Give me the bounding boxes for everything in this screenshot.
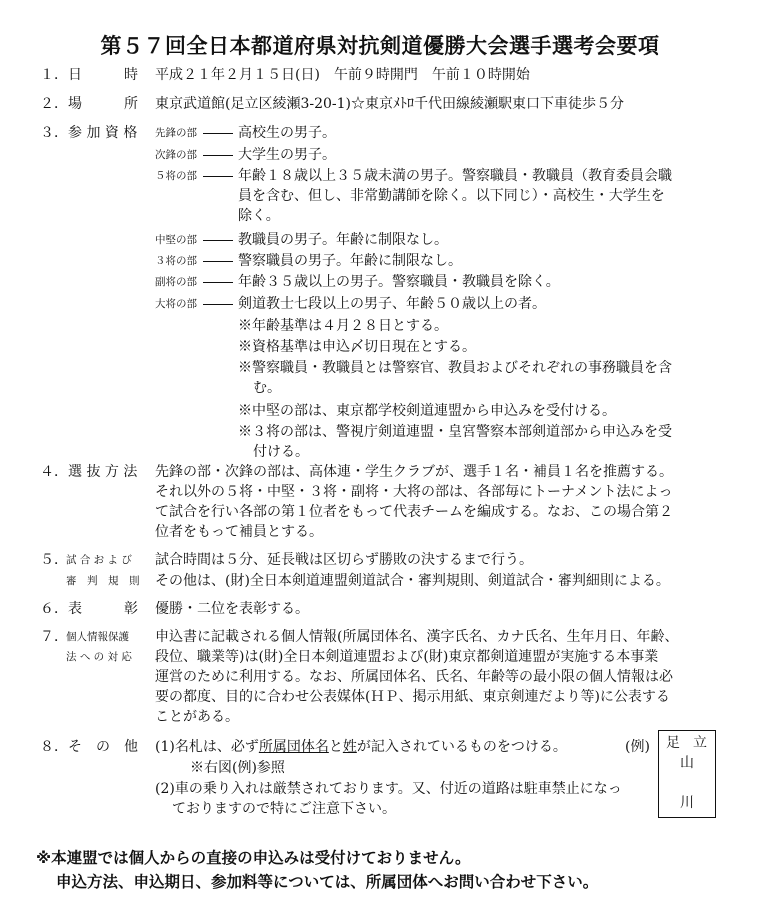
underlined-surname: 姓 (342, 739, 357, 755)
qualification-text: 年齢３５歳以上の男子。警察職員・教職員を除く。 (238, 274, 560, 290)
qualification-note: ※中堅の部は、東京都学校剣道連盟から申込みを受付ける。 (238, 403, 616, 419)
venue-label: ２．場 所 (40, 96, 138, 112)
dash-divider (203, 133, 233, 134)
qualification-text: 除く。 (238, 208, 280, 224)
division-sansho: ３将の部 (155, 255, 197, 267)
dash-divider (203, 282, 233, 283)
privacy-text: 運営のために利用する。なお、所属団体名、氏名、年齢等の最小限の個人情報は必 (155, 669, 673, 685)
other-item2: ておりますので特にご注意下さい。 (172, 801, 396, 817)
qualification-note: ※資格基準は申込〆切日現在とする。 (238, 339, 476, 355)
underlined-group-name: 所属団体名 (258, 739, 329, 755)
match-text: 試合時間は５分、延長戦は区切らず勝敗の決するまで行う。 (155, 552, 533, 568)
nametag-group-char: 立 (693, 735, 707, 751)
division-taisho: 大将の部 (155, 298, 197, 310)
division-senpo: 先鋒の部 (155, 127, 197, 139)
other-item1-post: が記入されているものをつける。 (356, 739, 567, 755)
award-label: ６．表 彰 (40, 601, 138, 617)
selection-text: 先鋒の部・次鋒の部は、高体連・学生クラブが、選手１名・補員１名を推薦する。 (155, 464, 673, 480)
other-label: ８．そ の 他 (40, 739, 138, 755)
other-item1-mid: と (328, 739, 343, 755)
selection-text: 位者をもって補員とする。 (155, 524, 323, 540)
selection-text: それ以外の５将・中堅・３将・副将・大将の部は、各部毎にトーナメント法によっ (155, 484, 673, 500)
privacy-text: ことがある。 (155, 709, 239, 725)
dash-divider (203, 304, 233, 305)
page-title: 第５７回全日本都道府県対抗剣道優勝大会選手選考会要項 (100, 34, 660, 58)
qualification-text: 高校生の男子。 (238, 125, 336, 141)
dash-divider (203, 176, 233, 177)
qualification-note: ※警察職員・教職員とは警察官、教員およびそれぞれの事務職員を含 (238, 360, 672, 376)
match-label-line2: 審 判 規 則 (66, 575, 140, 587)
footer-notice: ※本連盟では個人からの直接の申込みは受付けておりません。 (36, 849, 471, 867)
qualification-note: ※３将の部は、警視庁剣道連盟・皇宮警察本部剣道部から申込みを受 (238, 424, 672, 440)
match-text: その他は、(財)全日本剣道連盟剣道試合・審判規則、剣道試合・審判細則による。 (155, 573, 670, 589)
footer-inquiry: 申込方法、申込期日、参加料等については、所属団体へお問い合わせ下さい。 (56, 873, 599, 891)
other-item1-note: ※右図(例)参照 (190, 760, 285, 776)
division-jiho: 次鋒の部 (155, 149, 197, 161)
nametag-surname-char: 川 (680, 795, 694, 811)
privacy-label-line2: 法 へ の 対 応 (66, 651, 132, 663)
dash-divider (203, 155, 233, 156)
privacy-number: ７． (40, 629, 68, 645)
other-item1-pre: (1)名札は、必ず (155, 739, 259, 755)
qualification-note: 付ける。 (253, 444, 309, 460)
match-label-line1: 試 合 お よ び (66, 554, 132, 566)
qualification-note: ※年齢基準は４月２８日とする。 (238, 318, 448, 334)
award-value: 優勝・二位を表彰する。 (155, 601, 309, 617)
other-item1 (155, 737, 567, 757)
qualification-text: 員を含む、但し、非常勤講師を除く。以下同じ）・高校生・大学生を (238, 188, 665, 204)
qualification-text: 剣道教士七段以上の男子、年齢５０歳以上の者。 (238, 296, 546, 312)
privacy-text: 申込書に記載される個人情報(所属団体名、漢字氏名、カナ氏名、生年月日、年齢、 (155, 629, 679, 645)
qualification-text: 警察職員の男子。年齢に制限なし。 (238, 253, 462, 269)
division-fukusho: 副将の部 (155, 276, 197, 288)
selection-text: て試合を行い各部の第１位者をもって代表チームを編成する。なお、この場合第２ (155, 504, 673, 520)
qualification-note: む。 (253, 380, 281, 396)
other-item2: (2)車の乗り入れは厳禁されております。又、付近の道路は駐車禁止になっ (155, 781, 622, 797)
date-value: 平成２１年２月１５日(日) 午前９時開門 午前１０時開始 (155, 67, 530, 83)
privacy-text: 段位、職業等)は(財)全日本剣道連盟および(財)東京都剣道連盟が実施する本事業 (155, 649, 659, 665)
example-label: (例) (625, 739, 650, 755)
dash-divider (203, 261, 233, 262)
nametag-surname-char: 山 (680, 755, 694, 771)
qualification-text: 教職員の男子。年齢に制限なし。 (238, 232, 448, 248)
privacy-label-line1: 個人情報保護 (66, 631, 129, 643)
dash-divider (203, 240, 233, 241)
privacy-text: 要の都度、目的に合わせ公表媒体(ＨＰ、掲示用紙、東京剣連だより等)に公表する (155, 689, 670, 705)
nametag-group-char: 足 (666, 735, 680, 751)
match-number: ５． (40, 552, 68, 568)
venue-value: 東京武道館(足立区綾瀬3-20-1)☆東京ﾒﾄﾛ千代田線綾瀬駅東口下車徒歩５分 (155, 96, 625, 112)
nametag-example (658, 730, 716, 818)
division-chuken: 中堅の部 (155, 234, 197, 246)
qualification-label: ３．参 加 資 格 (40, 125, 138, 141)
qualification-text: 大学生の男子。 (238, 147, 336, 163)
qualification-text: 年齢１８歳以上３５歳未満の男子。警察職員・教職員（教育委員会職 (238, 168, 672, 184)
selection-label: ４．選 抜 方 法 (40, 464, 138, 480)
date-label: １．日 時 (40, 67, 138, 83)
division-gosho: ５将の部 (155, 170, 197, 182)
